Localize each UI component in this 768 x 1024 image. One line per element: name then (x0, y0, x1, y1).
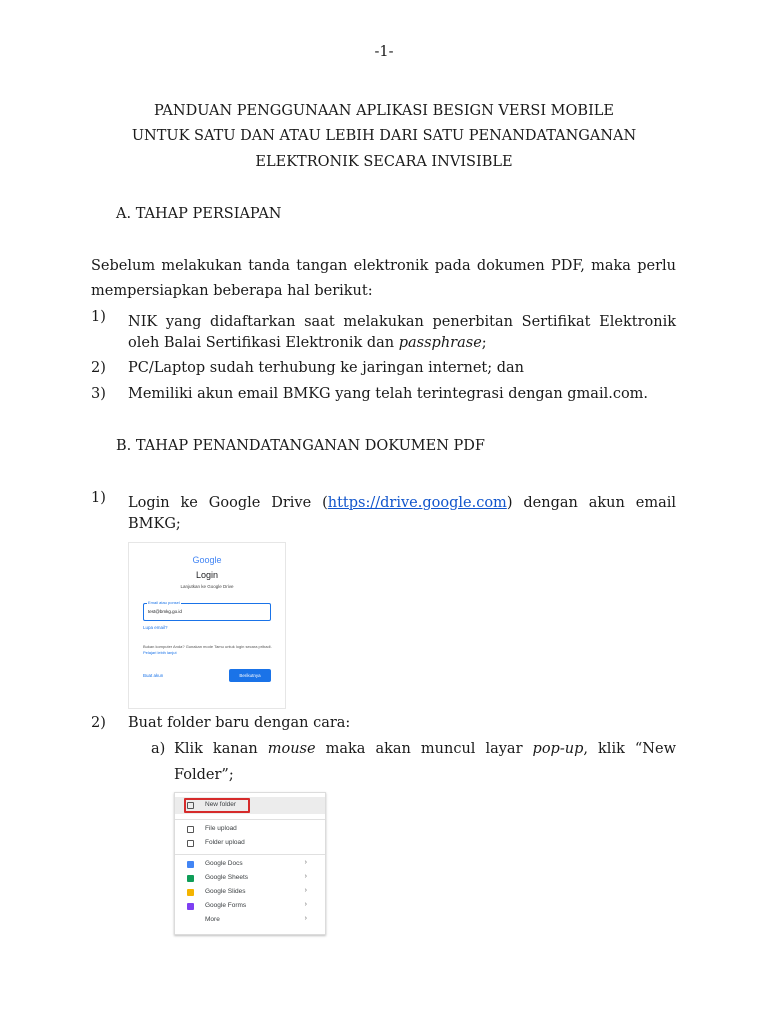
login-title: Login (195, 570, 219, 580)
step-number: 2) (91, 715, 106, 731)
email-field (143, 600, 271, 621)
google-docs-icon (187, 861, 194, 868)
menu-item-folder-upload: Folder upload (175, 837, 325, 851)
step-1-text: Login ke Google Drive (https://drive.google.com) dengan akun email (128, 495, 676, 511)
google-drive-link[interactable]: https://drive.google.com (327, 495, 507, 511)
google-forms-icon (187, 903, 194, 910)
list-item-text: NIK yang didaftarkan saat melakukan penerbitan Sertifikat Elektronik (128, 314, 676, 330)
login-subtitle: Lanjutkan ke Google Drive (180, 584, 234, 589)
forgot-email-link: Lupa email? (143, 625, 168, 630)
chevron-right-icon: › (304, 915, 307, 922)
chevron-right-icon: › (304, 859, 307, 866)
next-button: Berikutnya (229, 669, 271, 682)
folder-upload-icon (187, 840, 194, 847)
google-sheets-icon (187, 875, 194, 882)
chevron-right-icon: › (304, 901, 307, 908)
file-upload-icon (187, 826, 194, 833)
list-item-text: PC/Laptop sudah terhubung ke jaringan internet; dan (128, 360, 524, 376)
title-line-1: PANDUAN PENGGUNAAN APLIKASI BESIGN VERSI MOBILE (153, 103, 615, 119)
menu-item-new-folder: New folder (175, 799, 325, 813)
menu-divider (175, 819, 325, 820)
chevron-right-icon: › (304, 887, 307, 894)
sub-step-label: a) (151, 741, 166, 757)
menu-divider (175, 854, 325, 855)
create-account-link: Buat akun (143, 673, 164, 678)
menu-item-google-sheets: Google Sheets › (175, 872, 325, 886)
step-1-text-continued: BMKG; (128, 516, 181, 532)
google-logo: Google (192, 555, 222, 565)
google-login-screenshot (128, 542, 286, 709)
page-number: -1- (374, 44, 394, 60)
email-field-value: test@bmkg.go.id (148, 609, 182, 614)
menu-item-google-forms: Google Forms › (175, 900, 325, 914)
title-line-3: ELEKTRONIK SECARA INVISIBLE (255, 154, 513, 170)
intro-line-1: Sebelum melakukan tanda tangan elektronik pada dokumen PDF, maka perlu (91, 258, 676, 274)
menu-item-google-docs: Google Docs › (175, 858, 325, 872)
section-b-heading: B. TAHAP PENANDATANGANAN DOKUMEN PDF (116, 438, 485, 454)
list-item-number: 1) (91, 309, 106, 325)
menu-item-file-upload: File upload (175, 823, 325, 837)
chevron-right-icon: › (304, 873, 307, 880)
list-item-number: 2) (91, 360, 106, 376)
sub-step-a-text-continued: Folder”; (174, 767, 234, 783)
list-item-number: 3) (91, 386, 106, 402)
list-item-text-continued: oleh Balai Sertifikasi Elektronik dan passphrase; (128, 335, 487, 351)
email-field-label: Email atau ponsel (148, 600, 180, 605)
menu-item-more: More › (205, 915, 307, 923)
sub-step-a-text: Klik kanan mouse maka akan muncul layar pop-up, klik “New (174, 741, 676, 757)
list-item-text: Memiliki akun email BMKG yang telah terintegrasi dengan gmail.com. (128, 386, 649, 402)
section-a-heading: A. TAHAP PERSIAPAN (116, 206, 282, 222)
step-number: 1) (91, 490, 106, 506)
menu-item-google-slides: Google Slides › (175, 886, 325, 900)
intro-line-2: mempersiapkan beberapa hal berikut: (91, 283, 373, 299)
google-slides-icon (187, 889, 194, 896)
step-2-text: Buat folder baru dengan cara: (128, 715, 351, 731)
red-highlight-box (184, 798, 250, 813)
drive-context-menu-screenshot (174, 792, 326, 935)
title-line-2: UNTUK SATU DAN ATAU LEBIH DARI SATU PENANDATANGANAN (131, 128, 637, 144)
guest-mode-note: Bukan komputer Anda? Gunakan mode Tamu untuk login secara pribadi. Pelajari lebih lanjut (143, 644, 272, 655)
